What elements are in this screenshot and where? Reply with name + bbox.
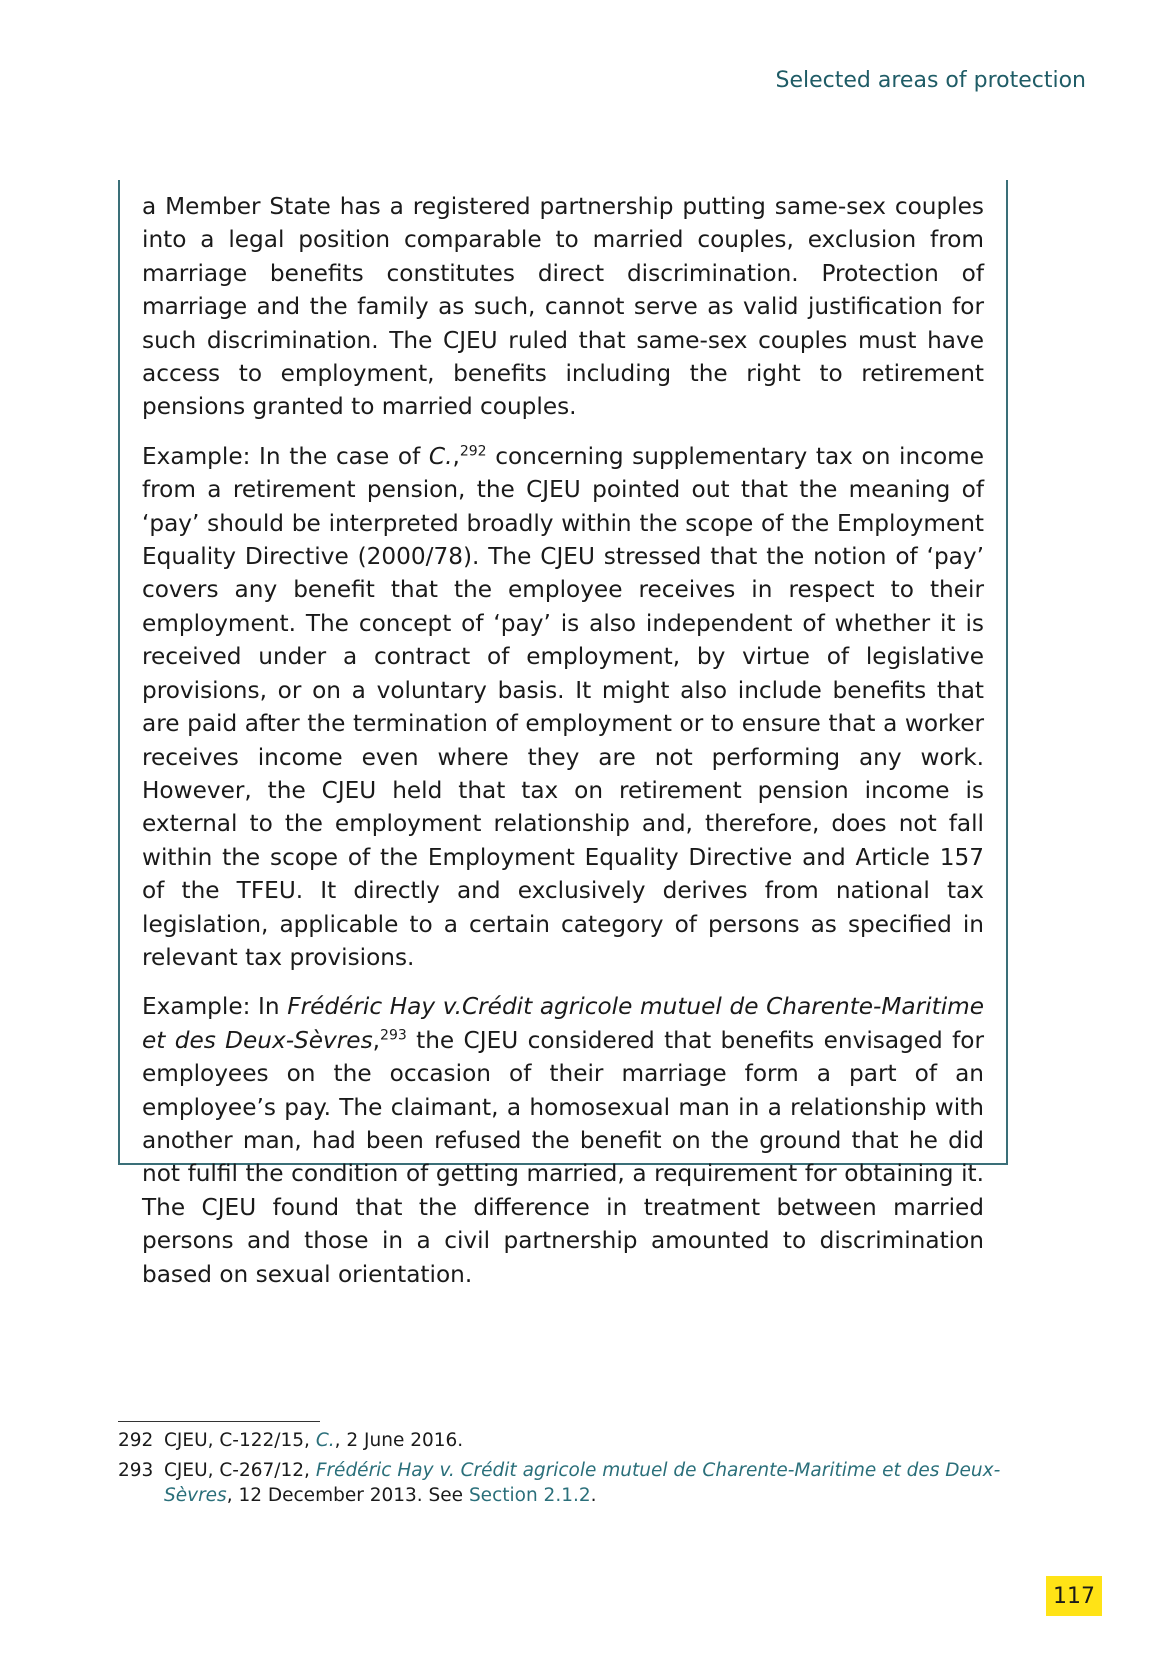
footnote-citation: CJEU, C-267/12, (164, 1460, 316, 1481)
para3-body: the CJEU considered that benefits envisaged for employees on the occasion of their marriage form a part of an employee’s pay. The claimant, a homosexual man in a relationship with another man, had been refused the benefit on the ground that he did not fulfil the condition of getting married, a requirement for obtaining it. The CJEU found that the difference in treatment between married persons and those in a civil partnership amounted to discrimination based on sexual orientation. (142, 1026, 985, 1288)
case-link[interactable]: Frédéric Hay v. Crédit agricole mutuel de Charente-Maritime et des Deux-Sèvres (164, 1460, 1001, 1506)
footnote-text (164, 1458, 1018, 1508)
para2-body: concerning supplementary tax on income from a retirement pension, the CJEU pointed out that the meaning of ‘pay’ should be interpreted broadly within the scope of the Employment Equality Directive (2000/78). The CJEU stressed that the notion of ‘pay’ covers any benefit that the employee receives in respect to their employment. The concept of ‘pay’ is also independent of whether it is received under a contract of employment, by virtue of legislative provisions, or on a voluntary basis. It might also include benefits that are paid after the termination of employment or to ensure that a worker receives income even where they are not performing any work. However, the CJEU held that tax on retirement pension income is external to the employment relationship and, therefore, does not fall within the scope of the Employment Equality Directive and Article 157 of the TFEU. It directly and exclusively derives from national tax legislation, applicable to a certain category of persons as specified in relevant tax provisions. (142, 442, 984, 971)
footnote-date: , 2 June 2016. (334, 1430, 464, 1451)
box-paragraph-1: a Member State has a registered partnership putting same-sex couples into a legal position comparable to married couples, exclusion from marriage benefits constitutes direct discrimination. Protection of marriage and the family as such, cannot serve as valid justification for such discrimination. The CJEU ruled that same-sex couples must have access to employment, benefits including the right to retirement pensions granted to married couples. (142, 193, 984, 421)
footnote-ref-293[interactable]: 293 (380, 1027, 407, 1044)
footnote-date: , 12 December 2013. See (226, 1485, 469, 1506)
footnote-number: 293 (118, 1460, 154, 1481)
running-header: Selected areas of protection (775, 68, 1086, 93)
section-link[interactable]: Section 2.1.2 (468, 1485, 591, 1506)
page-number-badge: 117 (1046, 1576, 1102, 1616)
box-paragraph-2 (142, 440, 984, 975)
footnote-293 (118, 1458, 1018, 1508)
footnote-text (164, 1428, 1018, 1453)
footnote-292 (118, 1428, 1018, 1453)
box-paragraph-3 (142, 990, 984, 1291)
footnote-ref-292[interactable]: 292 (459, 443, 487, 460)
para2-case-name: C. (428, 442, 453, 470)
case-link[interactable]: C. (315, 1430, 335, 1451)
para2-lead: Example: In the case of (142, 442, 429, 470)
example-box-content (142, 190, 984, 1307)
para2-comma: , (452, 442, 460, 470)
para3-case-name: Frédéric Hay v.Crédit agricole mutuel de Charente-Maritime et des Deux-Sèvres (142, 993, 984, 1054)
para3-lead: Example: In (142, 993, 288, 1021)
example-box (118, 180, 1008, 1288)
footnote-number: 292 (118, 1430, 154, 1451)
para3-comma: , (372, 1026, 381, 1054)
footnote-divider (118, 1421, 320, 1422)
footnote-citation: CJEU, C-122/15, (164, 1430, 316, 1451)
footnote-end: . (590, 1485, 597, 1506)
footnotes (118, 1428, 1018, 1513)
